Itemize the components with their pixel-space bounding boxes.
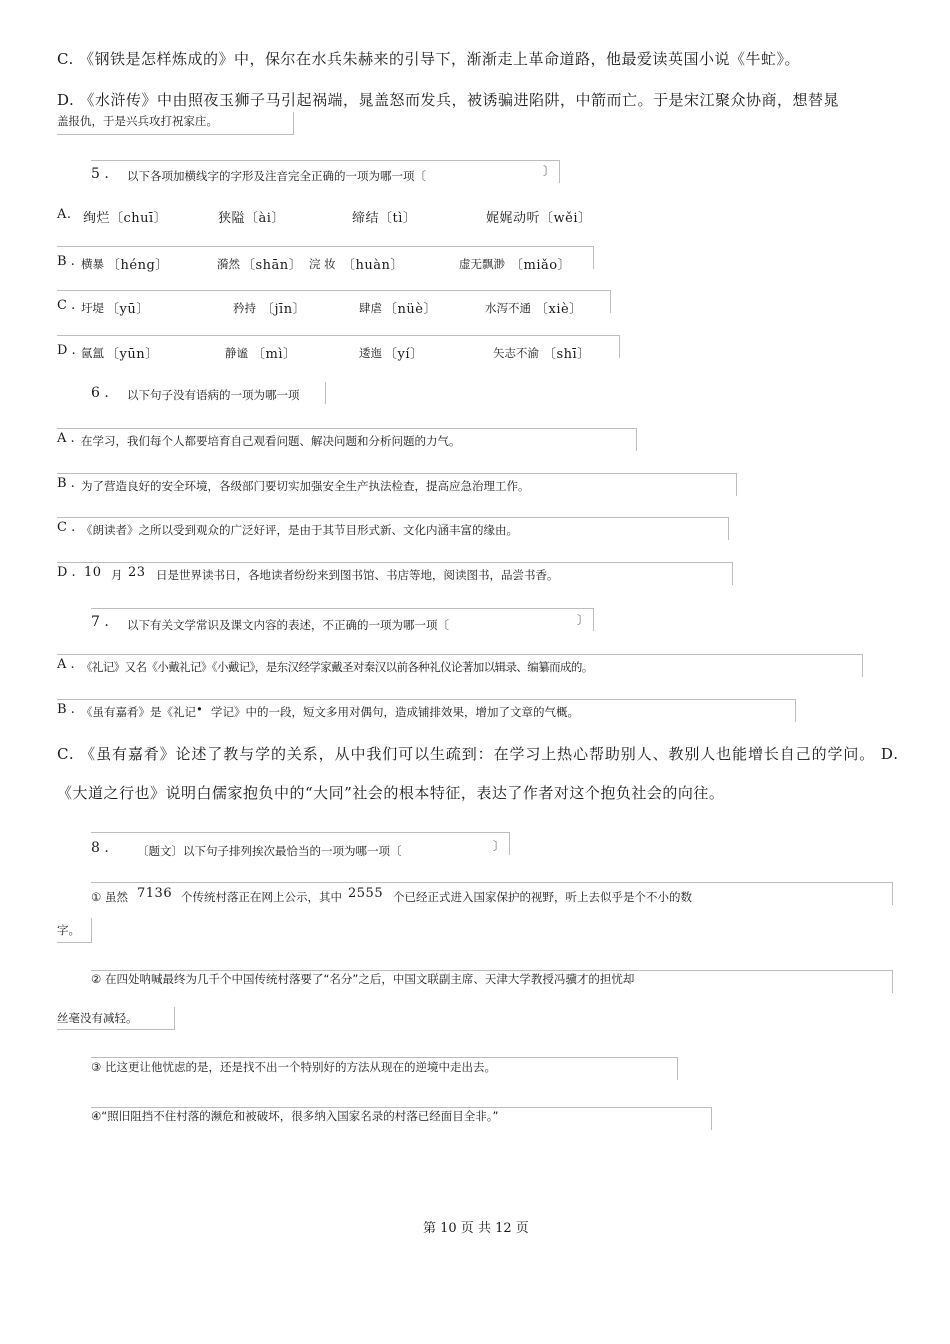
q5-option-c-pinyin: 〔jīn〕 — [261, 302, 307, 317]
q7-option-b-label: B . — [57, 702, 75, 717]
q5-option-d-pinyin: 〔mì〕 — [252, 347, 297, 362]
q7-option-a-label: A . — [57, 657, 75, 672]
q5-option-c-word: 肆虐 — [359, 301, 382, 315]
q5-option-b-label: B . — [57, 254, 75, 269]
question-7-close-bracket: 〕 — [577, 613, 589, 627]
q6-option-d-label: D . — [57, 565, 76, 580]
q5-option-c-pinyin: 〔xiè〕 — [535, 302, 583, 317]
q5-option-d-pinyin: 〔yūn〕 — [106, 347, 159, 362]
q6-option-d-text: 日是世界读书日，各地读者纷纷来到图书馆、书店等地，阅读图书，品尝书香。 — [156, 568, 559, 582]
q7-option-a-text: 《礼记》又名《小戴礼记》《小戴记》，是东汉经学家戴圣对秦汉以前各种礼仪论著加以辑录、编纂而成的。 — [81, 660, 593, 674]
q5-option-a-item: 娓娓动听〔wěi〕 — [486, 211, 592, 226]
q8-sentence-3: ③ 比这更让他忧虑的是，还是找不出一个特别好的方法从现在的逆境中走出去。 — [91, 1060, 496, 1074]
option-d-text-line2: 盖报仇，于是兴兵攻打祝家庄。 — [57, 114, 218, 128]
question-5-stem: 以下各项加横线字的字形及注音完全正确的一项为哪一项〔 — [127, 169, 426, 183]
q5-option-a-label: A. — [57, 207, 72, 222]
question-7-number: 7 . — [91, 614, 109, 630]
q5-option-c-word: 水泻不通 — [485, 301, 531, 315]
q5-option-c-pinyin: 〔yū〕 — [106, 302, 150, 317]
q5-option-a-item: 狭隘〔ài〕 — [218, 211, 285, 226]
question-8-number: 8 . — [91, 840, 109, 856]
option-d-text-line1: D. 《水浒传》中由照夜玉狮子马引起祸端，晁盖怒而发兵，被诱骗进陷阱，中箭而亡。于是宋江聚众协商，想替晁 — [57, 91, 840, 109]
question-5-number: 5 . — [91, 166, 109, 182]
q8-sentence-1: 个传统村落正在网上公示，其中 — [181, 890, 342, 904]
q8-sentence-1: 个已经正式进入国家保护的视野，听上去似乎是个不小的数 — [393, 890, 692, 904]
q5-option-a-item: 绚烂〔chuī〕 — [83, 211, 168, 226]
q6-option-d-number: 10 — [84, 565, 102, 580]
q8-sentence-1-number: 7136 — [137, 886, 173, 901]
question-7-stem: 以下有关文学常识及课文内容的表述，不正确的一项为哪一项〔 — [127, 618, 449, 632]
page-number: 第 10 页 共 12 页 — [423, 1221, 529, 1236]
q7-option-c-d-text: C. 《虽有嘉肴》论述了教与学的关系，从中我们可以生疏到：在学习上热心帮助别人、教别人也能增长自己的学问。 D. — [57, 745, 899, 763]
q5-option-c-word: 矜持 — [233, 301, 256, 315]
q7-option-b-dot: • — [196, 702, 203, 716]
q6-option-b-text: 为了营造良好的安全环境，各级部门要切实加强安全生产执法检查，提高应急治理工作。 — [81, 479, 530, 493]
q5-option-b-pinyin: 〔héng〕 — [107, 258, 169, 273]
q5-option-d-word: 逶迤 — [359, 346, 382, 360]
q5-option-b-word: 浣 妆 — [309, 257, 336, 271]
q5-option-b-pinyin: 〔miǎo〕 — [510, 258, 572, 273]
q6-option-d-number: 23 — [128, 565, 146, 580]
q8-sentence-2: ② 在四处呐喊最终为几千个中国传统村落要了“名分”之后，中国文联副主席、天津大学教授冯骥才的担忧却 — [91, 972, 635, 986]
q5-option-b-pinyin: 〔shān〕 — [242, 258, 303, 273]
q7-option-b-text: 学记》中的一段，短文多用对偶句，造成铺排效果，增加了文章的气概。 — [211, 705, 579, 719]
question-6-stem: 以下句子没有语病的一项为哪一项 — [127, 388, 300, 402]
text-frame — [57, 112, 294, 135]
q5-option-d-label: D . — [57, 343, 76, 358]
q8-sentence-1-number: 2555 — [348, 886, 384, 901]
question-8-stem: 〔题文〕以下句子排列挨次最恰当的一项为哪一项〔 — [137, 844, 402, 858]
q5-option-d-word: 矢志不渝 — [493, 346, 539, 360]
q5-option-c-label: C . — [57, 298, 76, 313]
question-5-close-bracket: 〕 — [543, 164, 555, 178]
q7-option-b-text: 《虽有嘉肴》是《礼记 — [81, 705, 196, 719]
option-c-text: C. 《钢铁是怎样炼成的》中，保尔在水兵朱赫来的引导下，渐渐走上革命道路，他最爱读英国小说《牛虻》。 — [57, 50, 800, 68]
q6-option-d-text: 月 — [111, 568, 123, 582]
q5-option-d-word: 氤氲 — [81, 346, 104, 360]
q5-option-d-pinyin: 〔shī〕 — [543, 347, 591, 362]
q5-option-b-word: 横暴 — [81, 257, 104, 271]
q8-sentence-1-end: 字。 — [57, 923, 80, 937]
q5-option-b-word: 漪然 — [217, 257, 240, 271]
q8-sentence-1: ① 虽然 — [91, 890, 128, 904]
q5-option-c-word: 圩堤 — [81, 301, 104, 315]
q5-option-c-pinyin: 〔nüè〕 — [384, 302, 437, 317]
q5-option-d-pinyin: 〔yí〕 — [384, 347, 424, 362]
q8-sentence-2-end: 丝毫没有减轻。 — [57, 1011, 138, 1025]
q6-option-a-label: A . — [57, 431, 75, 446]
q5-option-d-word: 静谧 — [225, 346, 248, 360]
question-6-number: 6 . — [91, 385, 109, 401]
q5-option-b-pinyin: 〔huàn〕 — [342, 258, 404, 273]
q6-option-c-label: C . — [57, 520, 76, 535]
q6-option-b-label: B . — [57, 476, 75, 491]
question-8-close-bracket: 〕 — [493, 839, 505, 853]
q5-option-b-word: 虚无飘渺 — [459, 257, 505, 271]
q6-option-a-text: 在学习，我们每个人都要培育自己观看问题、解决问题和分析问题的力气。 — [81, 434, 461, 448]
q7-option-d-text: 《大道之行也》说明白儒家抱负中的“大同”社会的根本特征，表达了作者对这个抱负社会的向往。 — [57, 784, 725, 802]
q5-option-a-item: 缔结〔tì〕 — [352, 211, 417, 226]
q8-sentence-4: ④“照旧阻挡不住村落的濒危和被破坏，很多纳入国家名录的村落已经面目全非。” — [91, 1109, 499, 1123]
q6-option-c-text: 《朗读者》之所以受到观众的广泛好评，是由于其节目形式新、文化内涵丰富的缘由。 — [81, 523, 518, 537]
